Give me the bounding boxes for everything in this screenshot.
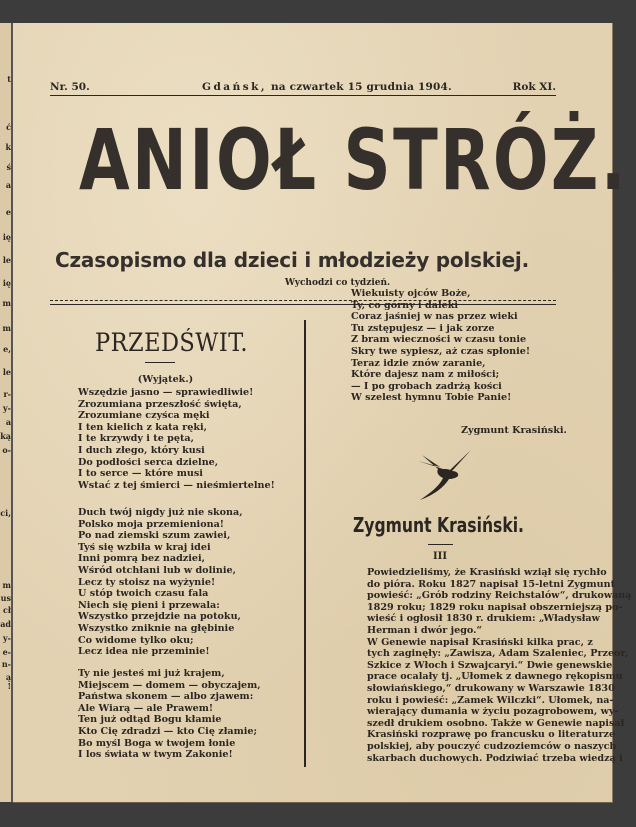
verse-line: I to serce — które musi <box>78 468 203 480</box>
article-line: W Genewie napisał Krasiński kilka prac, z <box>367 636 593 648</box>
article-title-rule <box>428 544 453 545</box>
verse-line: Lecz idea nie przeminie! <box>78 646 210 658</box>
verse-line: Lecz ty stoisz na wyżynie! <box>78 576 216 588</box>
prev-page-text-fragment: y- <box>3 633 11 643</box>
article-line: tych zaginęły: „Zawisza, Adam Szaleniec, Przeor, <box>367 648 629 660</box>
verse-line: Tu zstępujesz — i jak zorze <box>351 322 495 334</box>
article-line: Krasiński rozprawę po francusku o literaturze <box>367 729 616 741</box>
issue-number: Nr. 50. <box>50 81 90 93</box>
verse-line: I te krzywdy i te pęta, <box>78 433 194 445</box>
article-line: szedł drukiem osobno. Także w Genewie napisał <box>367 717 625 729</box>
prev-page-text-fragment: k <box>5 142 11 152</box>
verse-line: Coraz jaśniej w nas przez wieki <box>351 311 518 323</box>
issue-date: na czwartek 15 grudnia 1904. <box>270 81 452 93</box>
prev-page-text-fragment: e, <box>3 344 11 354</box>
prev-page-text-fragment: m <box>2 298 11 308</box>
prev-page-text-fragment: le <box>2 367 11 377</box>
poem-stanza-2 <box>78 507 298 658</box>
poem-stanza-3 <box>78 668 298 761</box>
verse-line: I los świata w twym Zakonie! <box>78 749 233 761</box>
article-line: wierający dumania w życiu pozagrobowem, wy- <box>367 706 619 718</box>
verse-line: Ty, co górny i daleki <box>351 299 459 311</box>
prev-page-text-fragment: ą ! <box>5 672 11 691</box>
article-line: prace ocalały tj. „Ułomek z dawnego rękopismu <box>367 671 623 683</box>
poem-stanza-1 <box>78 387 298 491</box>
article-line: Powiedzieliśmy, że Krasiński wziął się rychło <box>367 567 607 578</box>
verse-line: Niech się pieni i przewala: <box>78 599 220 611</box>
article-line: 1829 roku; 1829 roku napisał obszerniejszą po- <box>367 601 623 613</box>
verse-line: Zrozumiane czyśca męki <box>78 410 210 422</box>
prev-page-text-fragment: ię <box>2 278 11 288</box>
prev-page-text-fragment: ię <box>2 232 11 242</box>
verse-line: Po nad ziemski szum zawiei, <box>78 530 231 542</box>
title-rule <box>145 362 175 363</box>
article-line: słowiańskiego,“ drukowany w Warszawie 1830 <box>367 682 615 694</box>
verse-line: Zrozumiana przeszłość święta, <box>78 398 242 410</box>
masthead-info-line <box>50 81 556 96</box>
verse-line: Ale Wiarą — ale Prawem! <box>78 702 214 714</box>
prev-page-text-fragment: cł <box>3 605 11 615</box>
column-divider <box>304 320 306 767</box>
article-line: Szkice z Włoch i Szwajcaryi.“ Dwie genewskie <box>367 659 613 671</box>
article-section-number: III <box>433 551 448 562</box>
verse-line: Wiekuisty ojców Boże, <box>351 288 471 299</box>
article-body <box>351 567 632 764</box>
prev-page-text-fragment: e- <box>2 647 11 657</box>
verse-line: Bo myśl Boga w twojem łonie <box>78 737 236 749</box>
verse-line: Miejscem — domem — obyczajem, <box>78 679 261 691</box>
prev-page-text-fragment: ć <box>6 122 11 132</box>
previous-page-edge <box>0 23 13 802</box>
article-title: Zygmunt Krasiński. <box>353 513 524 537</box>
verse-line: Polsko moja przemieniona! <box>78 518 225 530</box>
newspaper-subtitle: Czasopismo dla dzieci i młodzieży polskiej. <box>55 248 529 272</box>
verse-line: Tyś się wzbiła w kraj idei <box>78 541 211 553</box>
poem-author: Zygmunt Krasiński. <box>461 425 567 436</box>
verse-line: Wszystko zniknie na głębinie <box>78 622 235 634</box>
verse-line: Inni pomrą bez nadziei, <box>78 553 205 565</box>
article-line: skarbach duchowych. Podziwiać trzeba wiedzą i <box>367 752 623 764</box>
verse-line: Wstać z tej śmierci — nieśmiertelne! <box>78 479 275 491</box>
prev-page-text-fragment: m <box>2 323 11 333</box>
prev-page-text-fragment: le <box>2 255 11 265</box>
article-paragraph <box>351 567 632 637</box>
article-line: polskiej, aby pouczyć cudzoziemców o naszych <box>367 740 617 752</box>
poem-title: PRZEDŚWIT. <box>95 328 248 357</box>
prev-page-text-fragment: m <box>2 580 11 590</box>
verse-line: Duch twój nigdy już nie skona, <box>78 507 243 518</box>
prev-page-text-fragment: ci, <box>0 508 11 518</box>
article-line: Herman i dwór jego.“ <box>367 624 483 636</box>
verse-line: Ten już odtąd Bogu kłamie <box>78 714 222 726</box>
swallow-icon <box>416 449 472 501</box>
verse-line: W szelest hymnu Tobie Panie! <box>351 392 512 404</box>
verse-line: Wszędzie jasno — sprawiedliwie! <box>78 387 254 398</box>
verse-line: Skry twe sypiesz, aż czas spłonie! <box>351 345 531 357</box>
prev-page-text-fragment: n- <box>1 659 11 669</box>
verse-line: Kto Cię zdradzi — kto Cię złamie; <box>78 725 258 737</box>
prev-page-text-fragment: a <box>5 180 11 190</box>
verse-line: I duch złego, który kusi <box>78 444 205 456</box>
article-paragraph <box>351 636 629 765</box>
newspaper-page <box>13 23 632 803</box>
prev-page-text-fragment: ś <box>6 162 11 172</box>
verse-line: Do podłości serca dzielne, <box>78 456 219 468</box>
volume-year: Rok XI. <box>512 81 556 93</box>
verse-line: Państwa skonem — albo zjawem: <box>78 691 254 703</box>
poem-subheading-text: (Wyjątek.) <box>137 374 194 385</box>
verse-line: Wśród otchłani lub w dolinie, <box>78 564 236 576</box>
article-line: do pióra. Roku 1827 napisał 15-letni Zygmunt <box>367 578 616 590</box>
verse-line: I ten kielich z kata ręki, <box>78 421 207 433</box>
prev-page-text-fragment: y- <box>3 403 11 413</box>
prev-page-text-fragment: a <box>5 417 11 427</box>
article-line: roku i powieść: „Zamek Wilczki“. Ułomek, na- <box>367 694 614 706</box>
prev-page-text-fragment: us <box>0 593 11 603</box>
prev-page-text-fragment: ką <box>0 431 11 441</box>
verse-line: U stóp twoich czasu fala <box>78 588 209 600</box>
poem-stanza-4 <box>351 288 573 404</box>
newspaper-title: ANIOŁ STRÓŻ. <box>79 111 629 209</box>
verse-line: Z bram wieczności w czasu tonie <box>351 334 527 346</box>
prev-page-text-fragment: o- <box>2 445 11 455</box>
verse-line: Które dajesz nam z miłości; <box>351 369 500 381</box>
prev-page-text-fragment: r- <box>3 389 11 399</box>
verse-line: Wszystko przejdzie na potoku, <box>78 611 241 623</box>
verse-line: — I po grobach zadrżą kości <box>351 380 502 392</box>
article-line: wieść i ogłosił 1830 r. drukiem: „Władysław <box>367 613 600 625</box>
city: Gdańsk, <box>202 81 268 93</box>
prev-page-text-fragment: ad <box>0 619 11 629</box>
prev-page-text-fragment: t <box>7 74 11 84</box>
poem-subheading <box>78 374 298 386</box>
verse-line: Teraz idzie znów zaranie, <box>351 357 486 369</box>
verse-line: Co widome tylko oku; <box>78 634 194 646</box>
article-line: powieść: „Grób rodziny Reichstalów“, drukowaną <box>367 590 632 602</box>
publication-frequency: Wychodzi co tydzień. <box>284 278 391 288</box>
prev-page-text-fragment: e <box>5 207 11 217</box>
verse-line: Ty nie jesteś mi już krajem, <box>78 668 225 679</box>
publication-place-date <box>202 81 452 93</box>
